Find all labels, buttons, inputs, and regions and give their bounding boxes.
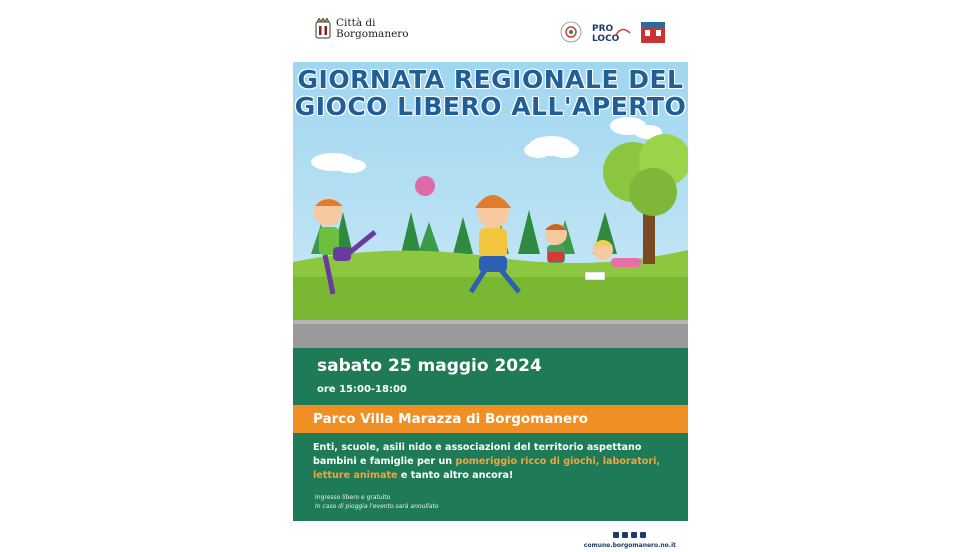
proloco-line2: LOCO — [592, 34, 620, 43]
social-icons — [613, 532, 646, 538]
ball-icon — [415, 176, 435, 196]
event-venue: Parco Villa Marazza di Borgomanero — [313, 411, 589, 427]
city-name-line1: Città di — [336, 17, 376, 29]
event-description — [313, 441, 678, 483]
description-part2: e tanto altro ancora! — [397, 470, 514, 481]
free-entry-note: Ingresso libero e gratuito — [315, 494, 391, 501]
poster-title — [293, 66, 688, 120]
tiktok-icon[interactable] — [631, 532, 637, 538]
city-name-line2: Borgomanero — [336, 28, 409, 40]
venue-bar — [293, 405, 688, 433]
website-link[interactable]: comune.borgomanero.no.it — [583, 542, 676, 549]
description-highlight: pomeriggio ricco di giochi, laboratori, letture animate — [313, 456, 661, 481]
youtube-icon[interactable] — [640, 532, 646, 538]
rain-note: In caso di pioggia l'evento sarà annullato — [315, 503, 439, 510]
facebook-icon[interactable] — [613, 532, 619, 538]
description-part1: Enti, scuole, asili nido e associazioni del territorio aspettano bambini e famiglie per un — [313, 442, 642, 467]
partner-building-logo-icon — [640, 20, 666, 44]
instagram-icon[interactable] — [622, 532, 628, 538]
event-time: ore 15:00-18:00 — [317, 384, 407, 395]
event-poster — [293, 0, 688, 552]
partner-logos — [560, 20, 666, 44]
partner-circle-logo-icon — [560, 21, 582, 43]
city-logo — [315, 18, 409, 40]
proloco-logo-icon — [590, 21, 632, 43]
event-info-panel — [293, 348, 688, 521]
proloco-line1: PRO — [592, 24, 614, 34]
event-date: sabato 25 maggio 2024 — [317, 356, 542, 376]
city-crest-icon — [315, 18, 331, 40]
title-line1: GIORNATA REGIONALE DEL — [297, 65, 684, 94]
title-line2: GIOCO LIBERO ALL'APERTO — [294, 92, 687, 121]
